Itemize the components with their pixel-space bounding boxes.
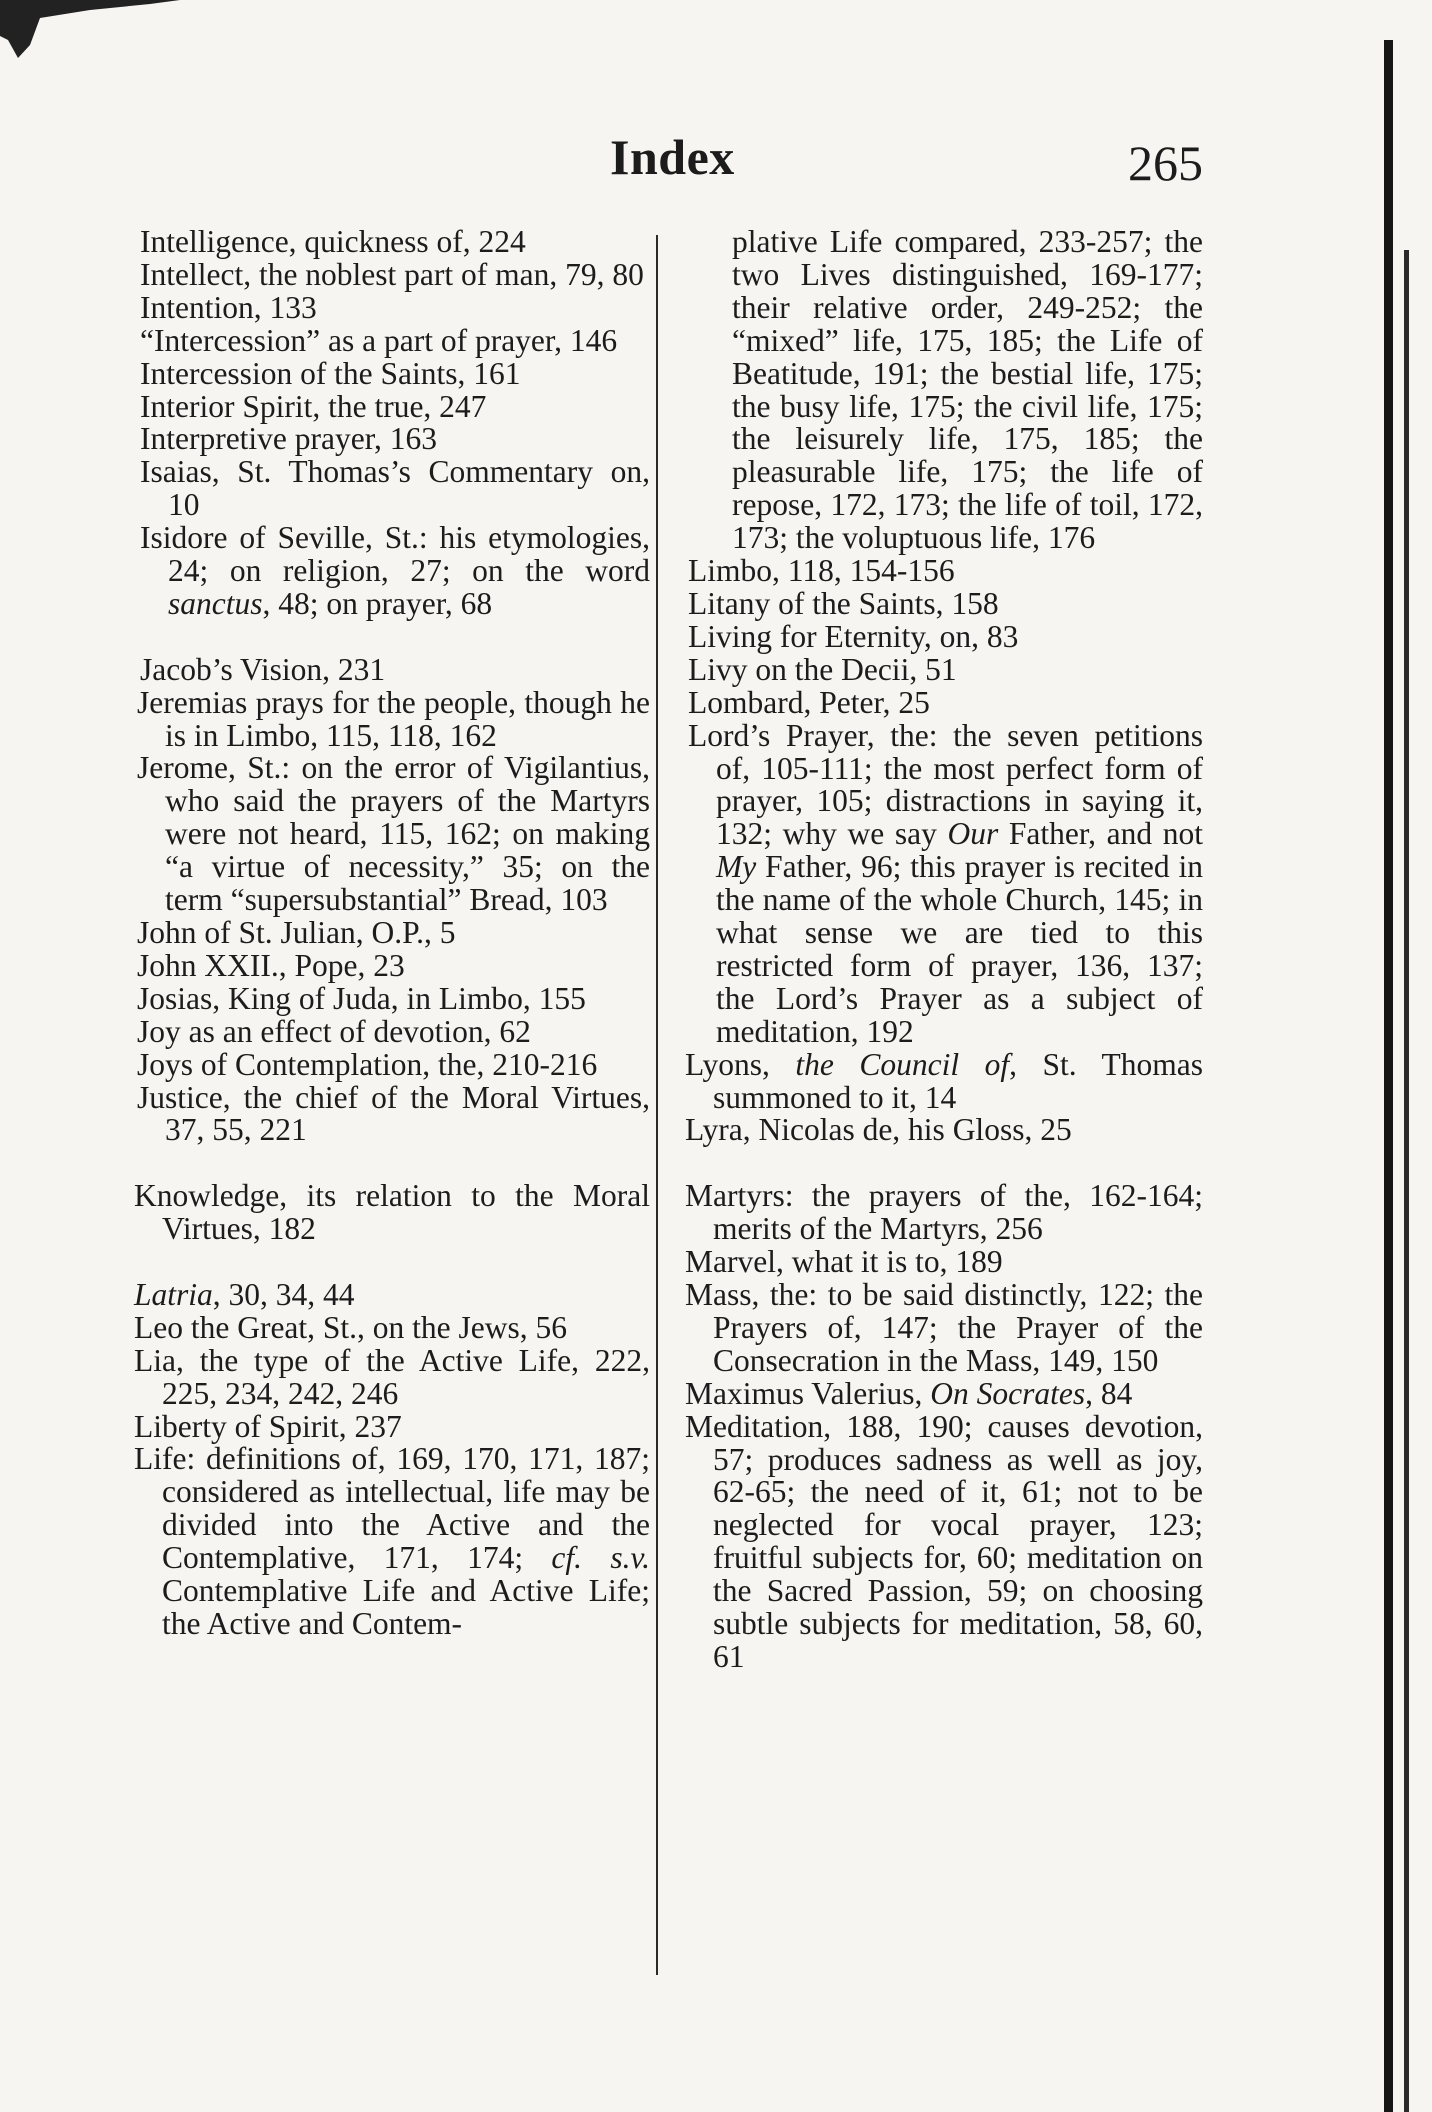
section-gap [688,1147,1203,1180]
index-entry: Interior Spirit, the true, 247 [140,388,487,424]
index-entry: Jacob’s Vision, 231 [140,651,386,687]
index-entry: John XXII., Pope, 23 [137,947,405,983]
scan-corner-mark [0,0,180,60]
index-entry: Meditation, 188, 190; causes devotion, 57; produces sadness as well as joy, 62-65; the need of it, 61; not to be neglected for vocal prayer, 123; fruitful subjects for, 60; meditation on the Sacred Passion, 59; on choosing subtle subjects for meditation, 58, 60, 61 [685,1408,1203,1674]
index-entry: Latria, 30, 34, 44 [134,1276,355,1312]
index-entry: Marvel, what it is to, 189 [685,1244,1003,1280]
index-entry: Leo the Great, St., on the Jews, 56 [134,1309,568,1345]
index-entry: Intelligence, quickness of, 224 [140,224,526,259]
index-entry: Jeremias prays for the people, though he is in Limbo, 115, 118, 162 [137,684,650,753]
index-entry: Joy as an effect of devotion, 62 [137,1013,531,1049]
index-column-right [685,224,1204,1674]
index-entry: Living for Eternity, on, 83 [688,618,1019,654]
index-entry: John of St. Julian, O.P., 5 [137,915,456,951]
index-entry: Isaias, St. Thomas’s Commentary on, 10 [140,454,650,523]
index-entry: Martyrs: the prayers of the, 162-164; merits of the Martyrs, 256 [685,1178,1203,1247]
index-entry: Livy on the Decii, 51 [688,651,957,687]
column-divider [656,235,658,1975]
binding-edge-line-inner [1404,250,1409,2112]
index-entry: Justice, the chief of the Moral Virtues, 37, 55, 221 [137,1079,650,1148]
index-entry: Intellect, the noblest part of man, 79, 80 [140,256,644,292]
index-entry: Intercession of the Saints, 161 [140,355,521,391]
index-entry: Josias, King of Juda, in Limbo, 155 [137,980,586,1016]
index-entry: Maximus Valerius, On Socrates, 84 [685,1375,1133,1411]
index-entry: Lord’s Prayer, the: the seven petitions of, 105-111; the most perfect form of prayer, 105; distractions in saying it, 132; why we say Our Father, and not My Father, 96; this prayer is recited in the name of the whole Church, 145; in what sense we are tied to this restricted form of prayer, 136, 137; the Lord’s Prayer as a subject of meditation, 192 [688,717,1203,1049]
index-entry: Interpretive prayer, 163 [140,421,437,457]
section-gap [140,1246,650,1279]
index-entry: Mass, the: to be said distinctly, 122; the Prayers of, 147; the Prayer of the Consecration in the Mass, 149, 150 [685,1276,1203,1378]
index-entry: Liberty of Spirit, 237 [134,1408,402,1444]
index-entry: Life: definitions of, 169, 170, 171, 187; considered as intellectual, life may be divided into the Active and the Contemplative, 171, 174; cf. s.v. Contemplative Life and Active Life; the Active and Contem- [134,1441,650,1642]
index-entry: Lia, the type of the Active Life, 222, 225, 234, 242, 246 [134,1342,650,1411]
section-gap [140,1147,650,1180]
index-entry: Limbo, 118, 154-156 [688,553,955,589]
index-entry: “Intercession” as a part of prayer, 146 [140,322,618,358]
index-entry: Lombard, Peter, 25 [688,684,930,720]
page-number: 265 [1128,135,1203,191]
page-title: Index [610,129,735,185]
index-entry: Jerome, St.: on the error of Vigilantius, who said the prayers of the Martyrs were not heard, 115, 162; on making “a virtue of necessity,” 35; on the term “supersubstantial” Bread, 103 [137,750,650,918]
index-entry: Intention, 133 [140,289,317,325]
index-entry: Lyons, the Council of, St. Thomas summoned to it, 14 [685,1046,1204,1115]
index-entry: Joys of Contemplation, the, 210-216 [137,1046,598,1082]
index-entry: Knowledge, its relation to the Moral Virtues, 182 [134,1178,650,1247]
index-entry: Isidore of Seville, St.: his etymologies, 24; on religion, 27; on the word sanctus, 48; on prayer, 68 [140,520,650,621]
index-column-left [134,224,650,1642]
binding-edge-line [1384,40,1393,2112]
section-gap [140,621,650,654]
index-entry: Lyra, Nicolas de, his Gloss, 25 [685,1112,1072,1148]
index-entry: Litany of the Saints, 158 [688,585,999,621]
index-entry-continuation: plative Life compared, 233-257; the two Lives distinguished, 169-177; their relative order, 249-252; the “mixed” life, 175, 185; the Life of Beatitude, 191; the bestial life, 175; the busy life, 175; the civil life, 175; the leisurely life, 175, 185; the pleasurable life, 175; the life of repose, 172, 173; the life of toil, 172, 173; the voluptuous life, 176 [732,224,1203,556]
